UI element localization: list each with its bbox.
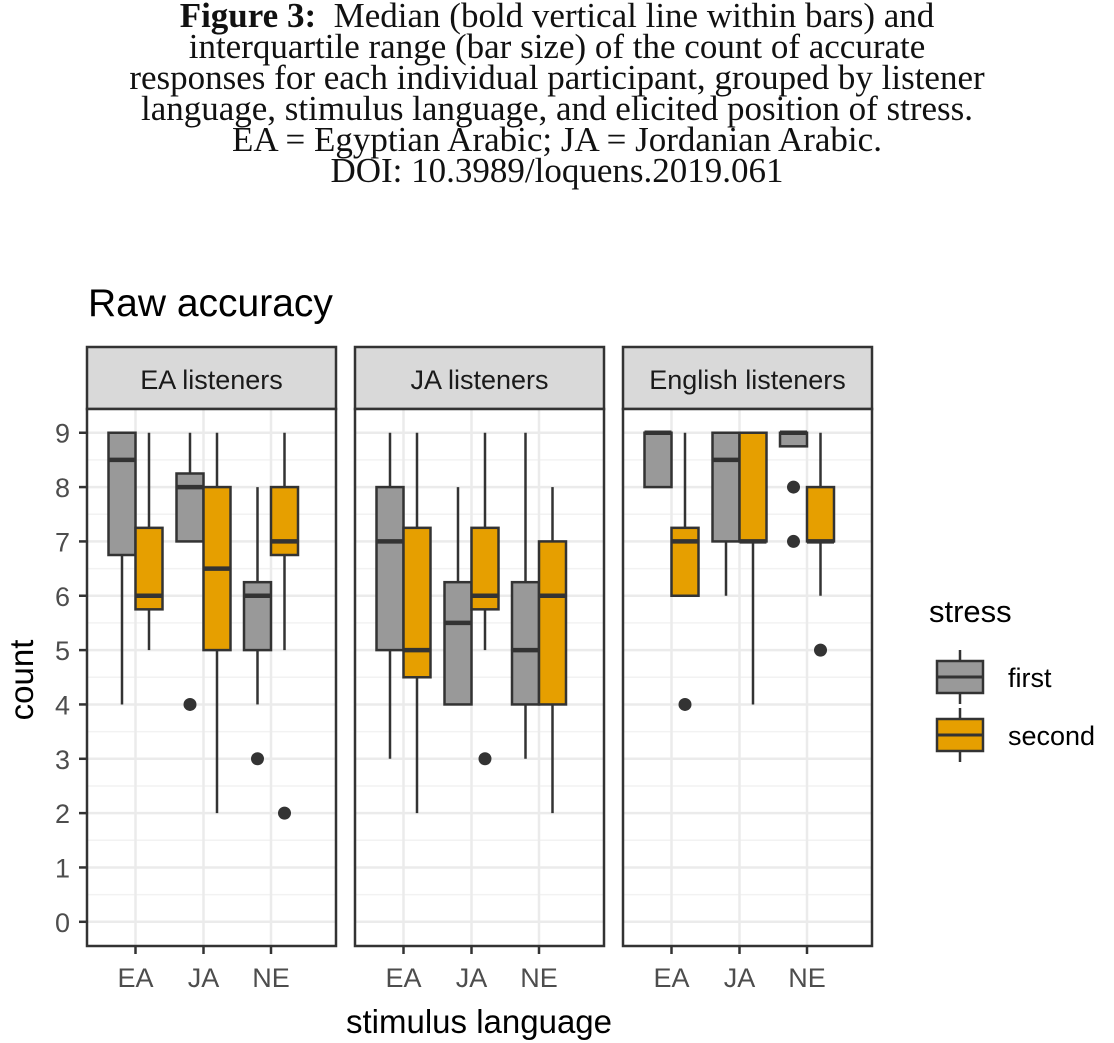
y-tick-label: 6 [54, 581, 70, 612]
legend-label: first [1008, 663, 1052, 693]
y-tick-label: 1 [54, 853, 70, 884]
iqr-box [512, 582, 539, 704]
facet-panel [87, 347, 336, 993]
outlier-point [787, 481, 800, 494]
box-EA-first [645, 433, 672, 487]
x-tick-label: JA [455, 963, 488, 993]
x-tick-label: NE [788, 963, 826, 993]
caption-lead: Figure 3: [179, 0, 317, 35]
iqr-box [445, 582, 472, 704]
legend-label: second [1008, 721, 1096, 751]
iqr-box [377, 487, 404, 650]
y-tick-label: 9 [54, 418, 70, 449]
iqr-box [177, 473, 204, 541]
facet-panel [355, 347, 604, 993]
caption-line-5: EA = Egyptian Arabic; JA = Jordanian Arabic. [232, 120, 882, 159]
x-tick-label: EA [385, 963, 422, 993]
iqr-box [109, 433, 136, 555]
caption-text-1: Median (bold vertical line within bars) and [333, 0, 935, 35]
y-tick-label: 5 [54, 636, 70, 667]
outlier-point [278, 807, 291, 820]
x-axis-label: stimulus language [346, 1003, 612, 1040]
iqr-box [645, 433, 672, 487]
x-tick-label: NE [252, 963, 290, 993]
iqr-box [807, 487, 834, 541]
iqr-box [404, 528, 431, 677]
facet-label: JA listeners [410, 365, 549, 395]
legend-key-first [937, 650, 1052, 704]
y-tick-label: 4 [54, 690, 70, 721]
x-tick-label: JA [187, 963, 220, 993]
y-tick-label: 7 [54, 527, 70, 558]
legend [929, 594, 1095, 762]
y-tick-label: 0 [54, 907, 70, 938]
y-axis-label: count [3, 639, 40, 721]
x-tick-label: EA [117, 963, 154, 993]
x-tick-label: JA [723, 963, 756, 993]
iqr-box [271, 487, 298, 555]
outlier-point [787, 535, 800, 548]
iqr-box [713, 433, 740, 542]
legend-title: stress [929, 594, 1012, 629]
x-tick-label: NE [520, 963, 558, 993]
y-tick-label: 2 [54, 799, 70, 830]
y-axis [55, 419, 87, 938]
outlier-point [184, 698, 197, 711]
caption-line-2: interquartile range (bar size) of the count of accurate [188, 27, 926, 66]
caption-line-3: responses for each individual participant, grouped by listener [129, 58, 985, 97]
outlier-point [479, 752, 492, 765]
facet-label: English listeners [649, 365, 846, 395]
facet-panel [623, 347, 872, 993]
caption-line-4: language, stimulus language, and elicited position of stress. [140, 89, 974, 128]
chart-title: Raw accuracy [88, 282, 333, 325]
iqr-box [672, 528, 699, 596]
y-tick-label: 8 [54, 473, 70, 504]
iqr-box [244, 582, 271, 650]
legend-key-second [937, 708, 1095, 762]
caption-line-6: DOI: 10.3989/loquens.2019.061 [330, 151, 784, 190]
iqr-box [740, 433, 767, 542]
outlier-point [814, 644, 827, 657]
x-tick-label: EA [653, 963, 690, 993]
facet-panels [55, 347, 872, 993]
iqr-box [539, 541, 566, 704]
facet-label: EA listeners [140, 365, 283, 395]
outlier-point [679, 698, 692, 711]
y-tick-label: 3 [54, 744, 70, 775]
outlier-point [251, 752, 264, 765]
